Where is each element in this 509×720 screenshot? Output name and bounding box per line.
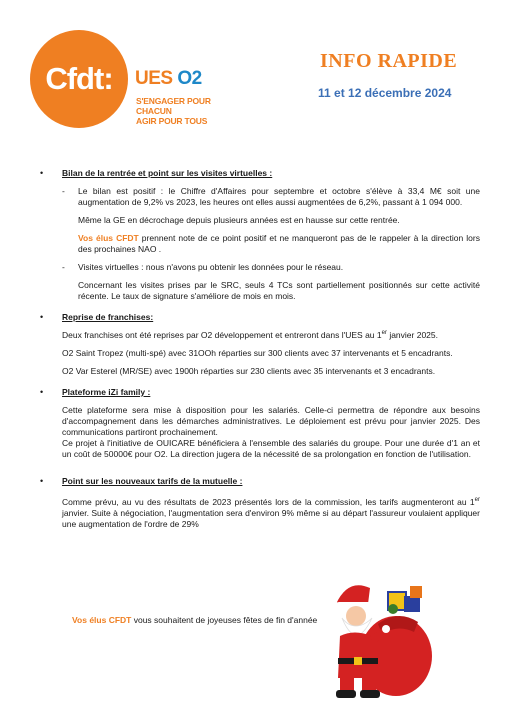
paragraph-text: Deux franchises ont été reprises par O2 développement et entreront dans l'UES au 1 [62, 330, 382, 340]
section-plateforme-izi [40, 387, 480, 460]
section-reprise-franchises [40, 312, 480, 377]
document-body [40, 168, 480, 530]
closing-wishes [72, 615, 317, 625]
superscript: er [381, 330, 387, 337]
bullet-icon: • [40, 312, 44, 322]
section-title: Plateforme iZi family : [62, 387, 151, 397]
cfdt-ues-o2-logo [30, 30, 210, 130]
superscript: er [474, 497, 480, 504]
paragraph-text: Comme prévu, au vu des résultats de 2023 présentés lors de la commission, les tarifs augmenteront au 1 [62, 497, 475, 507]
ues-label: UES [135, 68, 173, 89]
o2-label: O2 [177, 68, 202, 89]
paragraph-text: janvier 2025. [386, 330, 438, 340]
paragraph [62, 497, 480, 530]
dash-icon: - [62, 186, 65, 196]
cfdt-highlight: Vos élus CFDT [72, 615, 132, 625]
dash-icon: - [62, 262, 65, 272]
cfdt-highlight: Vos élus CFDT [78, 233, 139, 243]
paragraph [62, 330, 480, 341]
paragraph: Ce projet à l'initiative de OUICARE bénéficiera à l'ensemble des salariés du groupe. Pour une durée d'1 an et un coût de 50000€ pour O2. La direction jugera de la nécessité de sa prolongation en fonction de l'utilisation. [62, 438, 480, 459]
section-title: Reprise de franchises: [62, 312, 154, 322]
logo-tagline [136, 96, 246, 126]
section-bilan-rentree [40, 168, 480, 302]
paragraph: O2 Var Esterel (MR/SE) avec 1900h réparties sur 230 clients avec 35 intervenants et 3 encadrants. [62, 366, 436, 376]
section-title: Point sur les nouveaux tarifs de la mutuelle : [62, 476, 243, 486]
page-date: 11 et 12 décembre 2024 [318, 86, 452, 100]
paragraph: O2 Saint Tropez (multi-spé) avec 31OOh réparties sur 300 clients avec 37 intervenants et 5 encadrants. [62, 348, 453, 358]
bullet-icon: • [40, 476, 44, 486]
paragraph: Concernant les visites prises par le SRC, seuls 4 TCs sont partiellement positionnés sur cette activité récente. Le taux de signature s'améliore de mois en mois. [78, 280, 480, 301]
paragraph-text: janvier. Suite à négociation, l'augmentation sera d'environ 9% même si au départ l'assureur voulaient appliquer une augmentation de l'ordre de 29% [62, 508, 480, 529]
closing-text: vous souhaitent de joyeuses fêtes de fin d'année [131, 615, 318, 625]
bullet-icon: • [40, 387, 44, 397]
section-tarifs-mutuelle [40, 476, 480, 530]
dash-item [62, 186, 480, 208]
paragraph: Même la GE en décrochage depuis plusieurs années est en hausse sur cette rentrée. [78, 215, 400, 225]
paragraph: Cette plateforme sera mise à disposition pour les salariés. Celle-ci permettra de répondre aux besoins d'accompagnement dans les démarches administratives. Le déploiement est prévu pour janvier 2025. Des communications partiront prochainement. [62, 405, 480, 437]
paragraph [78, 233, 480, 255]
bullet-icon: • [40, 168, 44, 178]
dash-item-text: Le bilan est positif : le Chiffre d'Affaires pour septembre et octobre s'élève à 33,4 M€ soit une augmentation de 9,2% vs 2023, les heures ont elles aussi augmentées de 6,2%, passant à 1 094 000. [78, 186, 480, 207]
ues-o2-wordmark [135, 68, 202, 90]
dash-item [62, 262, 480, 273]
tagline-line-2: AGIR POUR TOUS [136, 116, 208, 126]
section-title: Bilan de la rentrée et point sur les visites virtuelles : [62, 168, 273, 178]
santa-illustration [318, 574, 436, 704]
page-title: INFO RAPIDE [320, 50, 458, 72]
cfdt-logo-circle: Cfdt: [30, 30, 128, 128]
dash-item-text: Visites virtuelles : nous n'avons pu obtenir les données pour le réseau. [78, 262, 344, 272]
tagline-line-1: S'ENGAGER POUR CHACUN [136, 96, 211, 116]
paragraph-text: prennent note de ce point positif et ne manqueront pas de le rappeler à la direction lors des prochaines NAO . [78, 233, 480, 254]
